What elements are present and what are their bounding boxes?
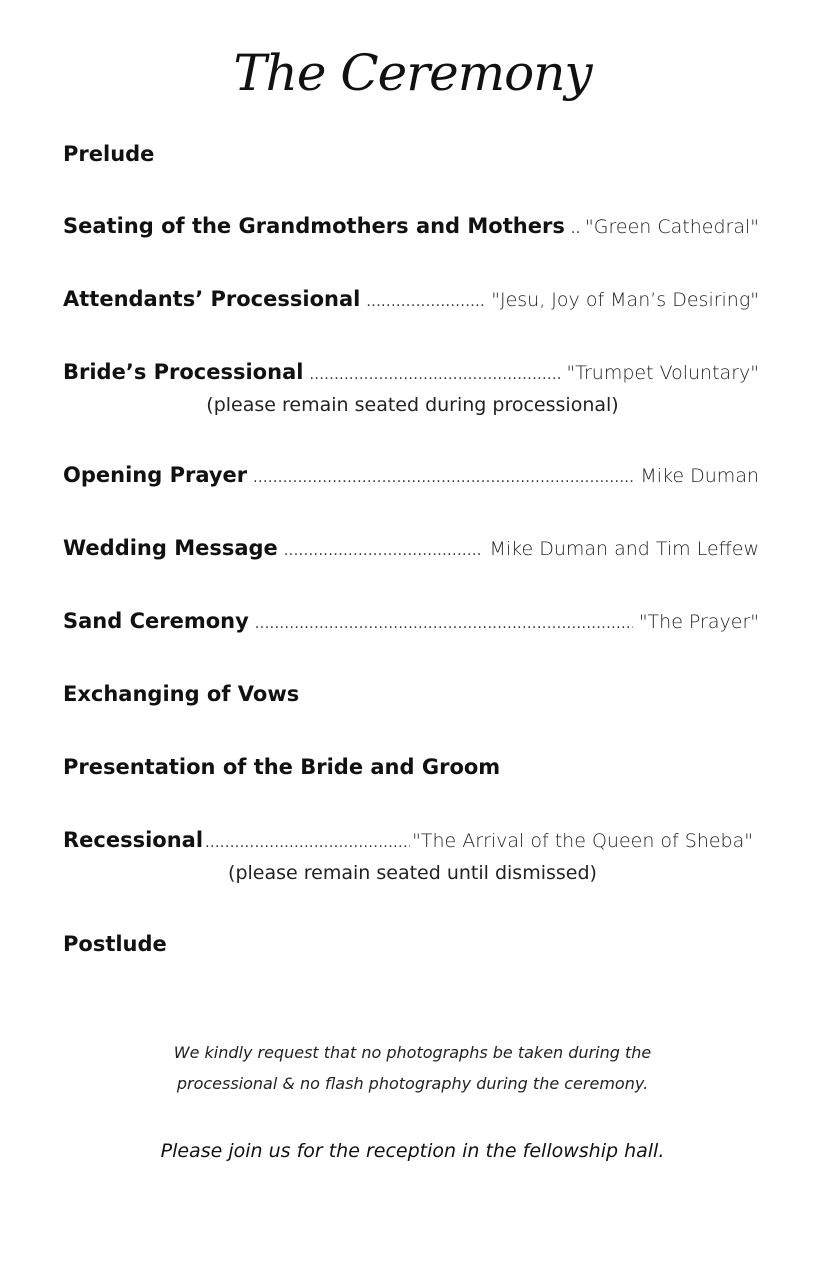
program-item-note: (please remain seated during processional) bbox=[206, 394, 619, 416]
program-item-prelude bbox=[63, 142, 759, 172]
photo-request-note bbox=[0, 1037, 825, 1099]
program-item-label: Attendants’ Processional bbox=[63, 287, 361, 311]
dot-leader bbox=[366, 294, 485, 310]
program-item-label: Sand Ceremony bbox=[63, 609, 249, 633]
photo-request-line: processional & no flash photography during the ceremony. bbox=[176, 1074, 649, 1093]
program-item-label: Exchanging of Vows bbox=[63, 682, 300, 706]
program-item-seating bbox=[63, 214, 759, 244]
program-item-label: Presentation of the Bride and Groom bbox=[63, 755, 501, 779]
program-item-value: "The Prayer" bbox=[638, 611, 759, 633]
program-item-opening-prayer bbox=[63, 463, 759, 493]
program-item-label: Bride’s Processional bbox=[63, 360, 304, 384]
page-title: The Ceremony bbox=[233, 44, 592, 102]
program-item-value: Mike Duman and Tim Leffew bbox=[489, 538, 759, 560]
program-item-attendants-processional bbox=[63, 287, 759, 317]
dot-leader bbox=[205, 835, 410, 851]
program-item-exchanging-of-vows bbox=[63, 682, 759, 712]
program-item-label: Prelude bbox=[63, 142, 155, 166]
photo-request-line: We kindly request that no photographs be taken during the bbox=[173, 1043, 652, 1062]
program-item-value: "Green Cathedral" bbox=[585, 216, 759, 238]
program-item-label: Recessional bbox=[63, 828, 204, 852]
reception-note: Please join us for the reception in the fellowship hall. bbox=[160, 1140, 665, 1162]
dot-leader bbox=[284, 543, 484, 559]
program-item-value: "The Arrival of the Queen of Sheba" bbox=[412, 830, 753, 852]
program-item-value: "Jesu, Joy of Man’s Desiring" bbox=[491, 289, 759, 311]
program-item-recessional bbox=[63, 828, 753, 858]
program-item-label: Wedding Message bbox=[63, 536, 278, 560]
program-item-label: Opening Prayer bbox=[63, 463, 248, 487]
program-item-postlude bbox=[63, 932, 759, 962]
dot-leader bbox=[571, 221, 579, 237]
program-item-value: "Trumpet Voluntary" bbox=[566, 362, 759, 384]
program-item-wedding-message bbox=[63, 536, 759, 566]
dot-leader bbox=[253, 470, 634, 486]
program-item-sand-ceremony bbox=[63, 609, 759, 639]
dot-leader bbox=[255, 616, 633, 632]
program-item-note: (please remain seated until dismissed) bbox=[228, 862, 597, 884]
program-item-brides-processional bbox=[63, 360, 759, 390]
program-item-label: Seating of the Grandmothers and Mothers bbox=[63, 214, 565, 238]
dot-leader bbox=[309, 367, 560, 383]
program-item-label: Postlude bbox=[63, 932, 167, 956]
program-item-presentation bbox=[63, 755, 759, 785]
program-item-value: Mike Duman bbox=[640, 465, 759, 487]
